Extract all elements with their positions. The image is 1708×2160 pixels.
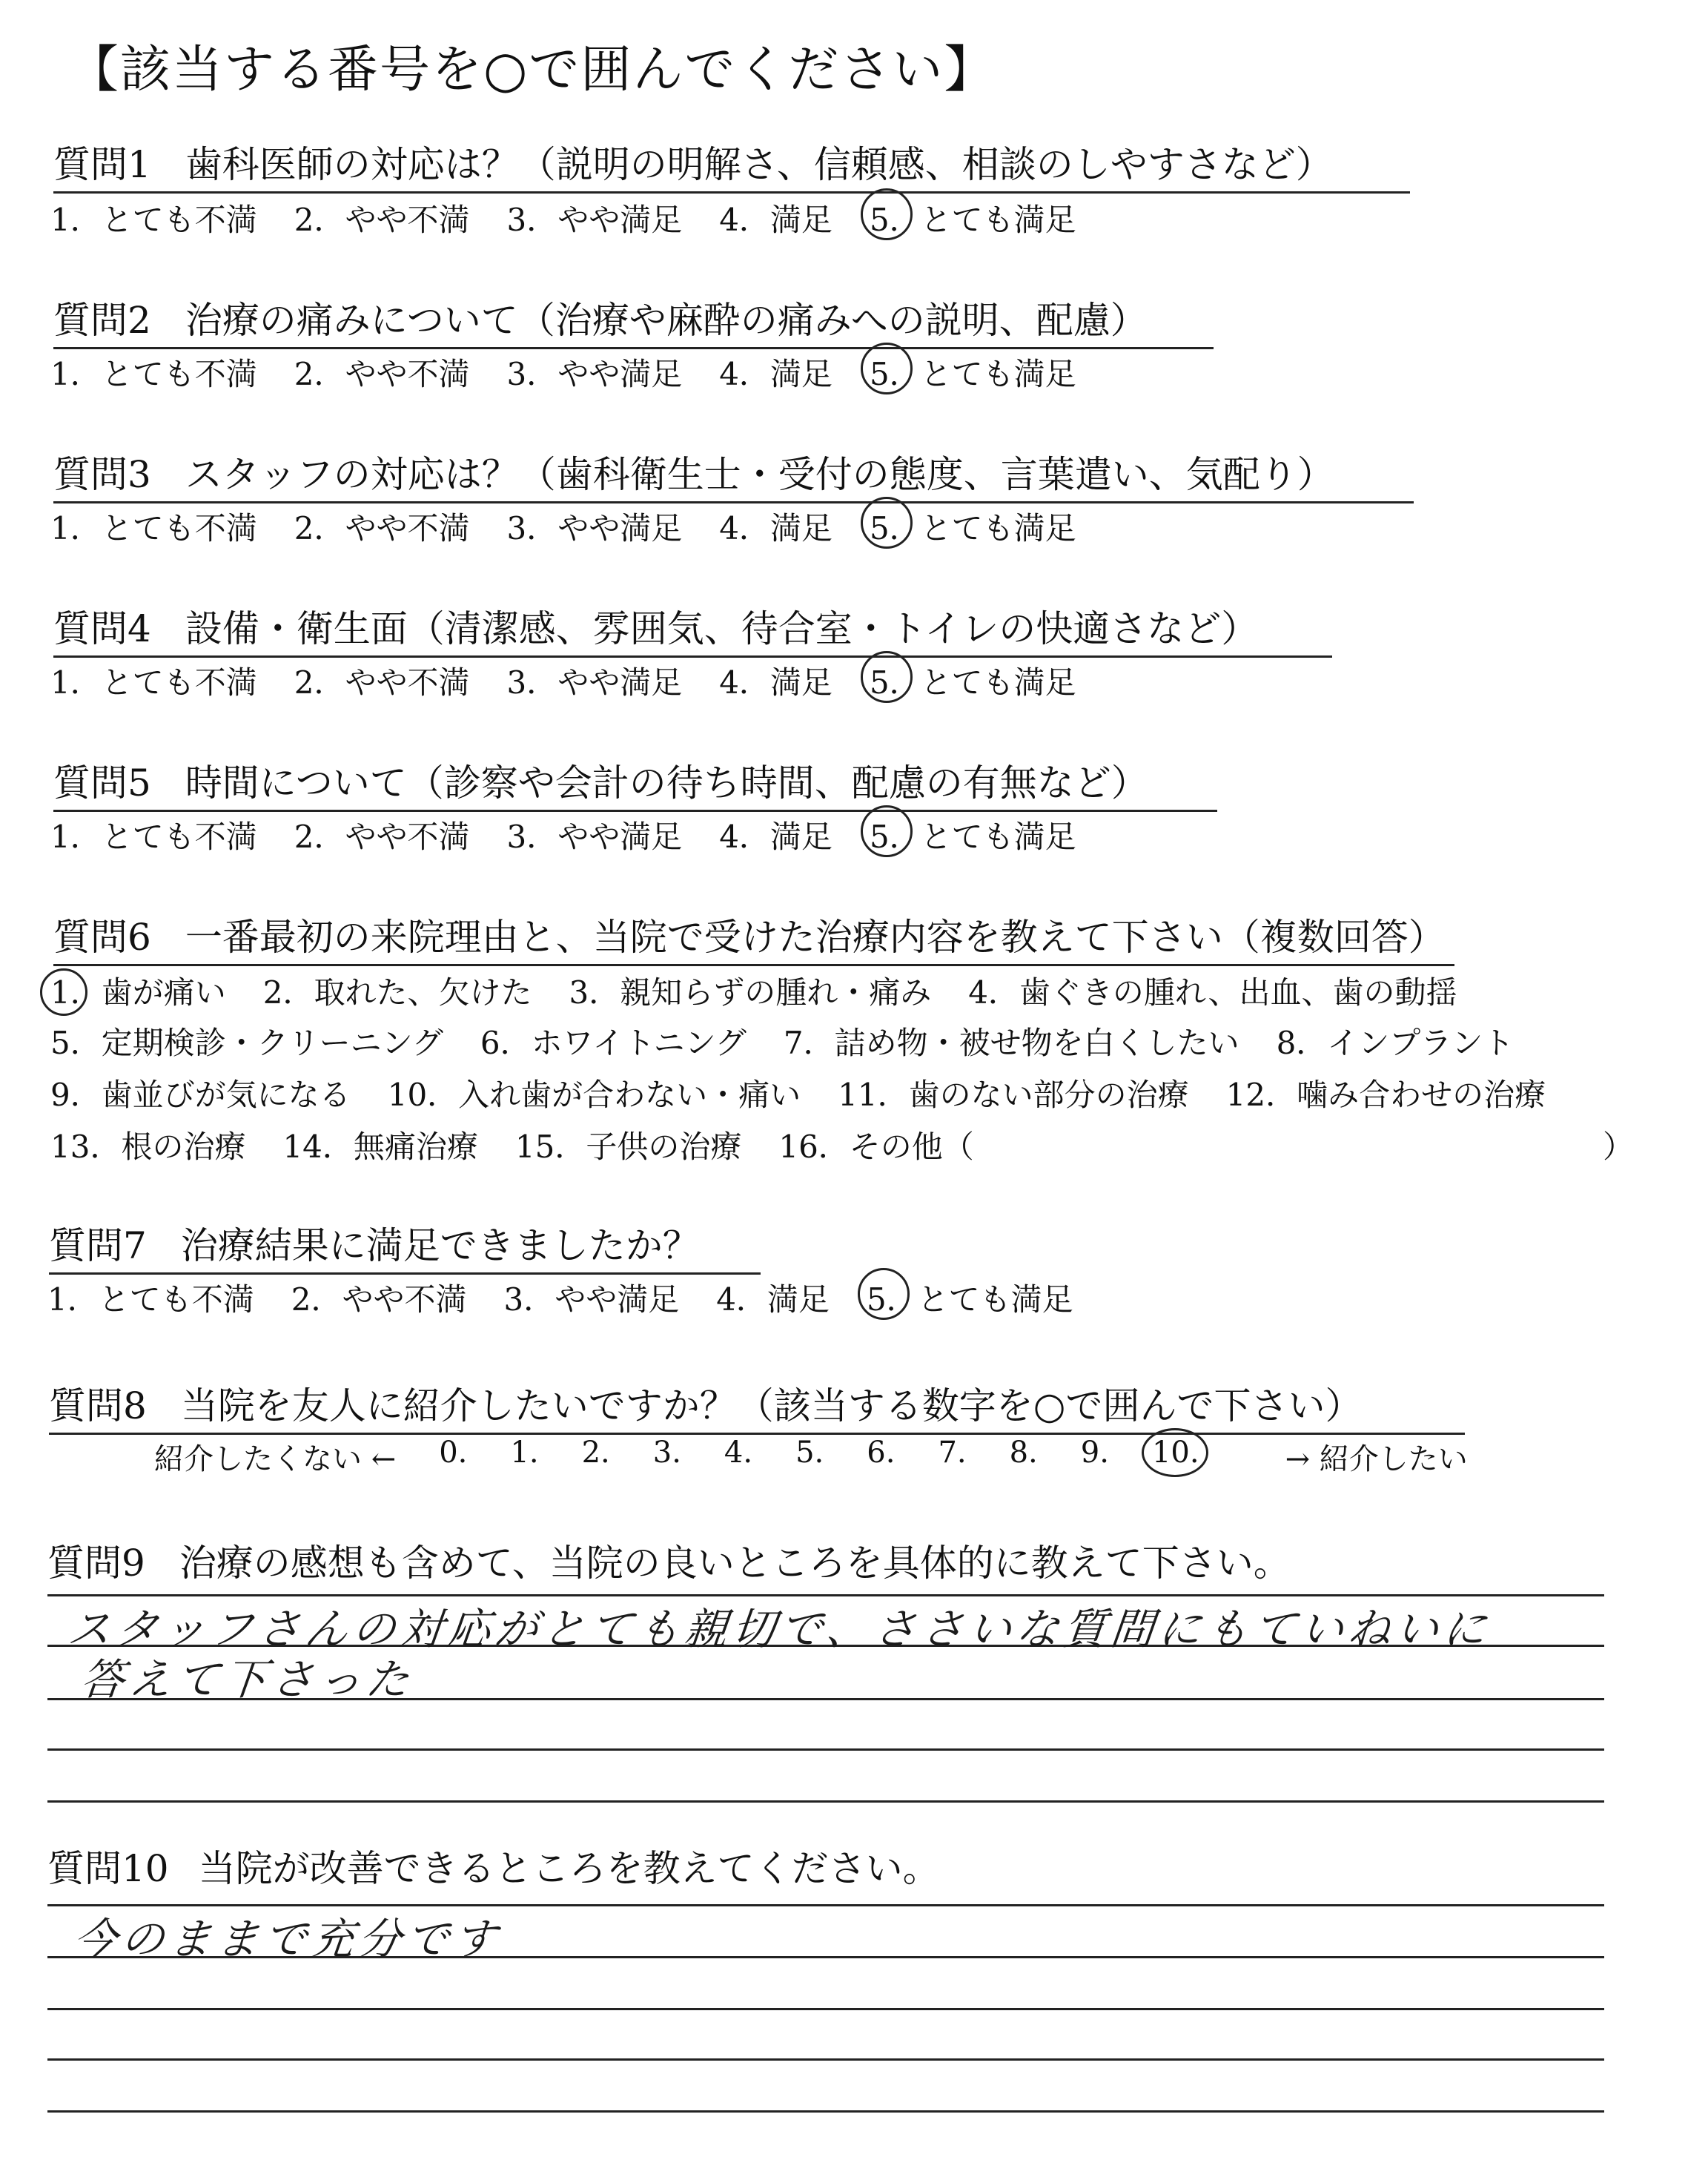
q6-other-close-paren: ） bbox=[1603, 1129, 1635, 1165]
q8-number: 質問8 bbox=[49, 1384, 147, 1427]
q4-text: 設備・衛生面（清潔感、雰囲気、待合室・トイレの快適さなど） bbox=[185, 607, 1259, 650]
q9-heading bbox=[47, 1533, 1291, 1587]
q10-text: 当院が改善できるところを教えてください。 bbox=[198, 1847, 940, 1890]
q10-answer-line-1[interactable]: 今のままで充分です bbox=[70, 1914, 504, 1964]
q8-option-2[interactable]: 2. bbox=[581, 1436, 610, 1470]
q2-option-3[interactable]: 3．やや満足 bbox=[506, 356, 683, 392]
q6-option-6[interactable]: 6．ホワイトニング bbox=[480, 1025, 747, 1061]
q4-option-3[interactable]: 3．やや満足 bbox=[506, 664, 683, 701]
q1-text: 歯科医師の対応は？（説明の明解さ、信頼感、相談のしやすさなど） bbox=[185, 143, 1333, 186]
q7-options bbox=[47, 1275, 1148, 1320]
q6-row-2 bbox=[50, 1019, 1514, 1063]
q8-option-10[interactable]: 10. bbox=[1152, 1436, 1242, 1478]
q5-option-1[interactable]: 1．とても不満 bbox=[50, 819, 257, 855]
q8-option-3[interactable]: 3. bbox=[652, 1436, 681, 1470]
page-title: 【該当する番号を○で囲んでください】 bbox=[68, 41, 996, 99]
q3-text: スタッフの対応は？（歯科衛生士・受付の態度、言葉遣い、気配り） bbox=[185, 453, 1334, 496]
q2-option-5[interactable]: 5．とても満足 bbox=[870, 350, 1113, 394]
q6-row-3 bbox=[50, 1071, 1546, 1115]
selection-circle bbox=[861, 188, 913, 240]
q6-number: 質問6 bbox=[53, 916, 151, 959]
q6-option-4[interactable]: 4．歯ぐきの腫れ、出血、歯の動揺 bbox=[968, 974, 1457, 1011]
q9-answer-line-2[interactable]: 答えて下さった bbox=[78, 1654, 417, 1705]
q3-number: 質問3 bbox=[53, 453, 151, 496]
q6-option-14[interactable]: 14．無痛治療 bbox=[282, 1129, 478, 1165]
q7-heading bbox=[49, 1216, 761, 1275]
q2-number: 質問2 bbox=[53, 299, 151, 342]
q6-option-2[interactable]: 2．取れた、欠けた bbox=[262, 974, 532, 1011]
q3-option-5[interactable]: 5．とても満足 bbox=[870, 504, 1113, 549]
q2-option-2[interactable]: 2．やや不満 bbox=[294, 356, 470, 392]
selection-circle bbox=[1142, 1428, 1208, 1477]
q4-heading bbox=[53, 599, 1332, 658]
q6-option-3[interactable]: 3．親知らずの腫れ・痛み bbox=[569, 974, 932, 1011]
q4-option-5[interactable]: 5．とても満足 bbox=[870, 658, 1113, 703]
q4-options bbox=[50, 658, 1151, 703]
q6-row-4 bbox=[50, 1123, 974, 1167]
q2-text: 治療の痛みについて（治療や麻酔の痛みへの説明、配慮） bbox=[185, 299, 1148, 342]
q6-option-13[interactable]: 13．根の治療 bbox=[50, 1129, 246, 1165]
q5-option-4[interactable]: 4．満足 bbox=[719, 819, 833, 855]
q2-option-4[interactable]: 4．満足 bbox=[719, 356, 833, 392]
q3-option-4[interactable]: 4．満足 bbox=[719, 510, 833, 546]
q7-option-1[interactable]: 1．とても不満 bbox=[47, 1281, 254, 1318]
q1-option-1[interactable]: 1．とても不満 bbox=[50, 202, 257, 238]
q1-heading bbox=[53, 135, 1410, 194]
q2-options bbox=[50, 350, 1151, 394]
q6-option-10[interactable]: 10．入れ歯が合わない・痛い bbox=[387, 1077, 801, 1113]
q6-option-15[interactable]: 15．子供の治療 bbox=[514, 1129, 742, 1165]
q3-option-3[interactable]: 3．やや満足 bbox=[506, 510, 683, 546]
q2-option-1[interactable]: 1．とても不満 bbox=[50, 356, 257, 392]
q1-option-2[interactable]: 2．やや不満 bbox=[294, 202, 470, 238]
answer-line bbox=[47, 1748, 1604, 1751]
q1-option-4[interactable]: 4．満足 bbox=[719, 202, 833, 238]
q10-heading bbox=[47, 1839, 940, 1892]
q6-option-5[interactable]: 5．定期検診・クリーニング bbox=[50, 1025, 443, 1061]
q4-number: 質問4 bbox=[53, 607, 151, 650]
q6-option-9[interactable]: 9．歯並びが気になる bbox=[50, 1077, 351, 1113]
q8-right-label: → 紹介したい bbox=[1285, 1442, 1468, 1476]
q7-option-4[interactable]: 4．満足 bbox=[716, 1281, 830, 1318]
q8-option-5[interactable]: 5. bbox=[795, 1436, 824, 1470]
q7-option-5[interactable]: 5．とても満足 bbox=[867, 1275, 1110, 1320]
q6-option-12[interactable]: 12．噛み合わせの治療 bbox=[1225, 1077, 1546, 1113]
selection-circle bbox=[861, 497, 913, 549]
q7-text: 治療結果に満足できましたか？ bbox=[180, 1224, 700, 1267]
q5-option-5[interactable]: 5．とても満足 bbox=[870, 813, 1113, 857]
answer-line bbox=[47, 1800, 1604, 1803]
q5-number: 質問5 bbox=[53, 762, 151, 805]
selection-circle bbox=[40, 968, 87, 1016]
q6-option-7[interactable]: 7．詰め物・被せ物を白くしたい bbox=[783, 1025, 1239, 1061]
selection-circle bbox=[861, 805, 913, 857]
q3-option-1[interactable]: 1．とても不満 bbox=[50, 510, 257, 546]
answer-line bbox=[47, 2110, 1604, 2113]
q8-option-9[interactable]: 9. bbox=[1080, 1436, 1109, 1470]
q6-row-1 bbox=[50, 968, 1457, 1013]
q5-heading bbox=[53, 753, 1217, 812]
q1-options bbox=[50, 196, 1151, 240]
q8-heading bbox=[49, 1376, 1465, 1435]
q6-heading bbox=[53, 908, 1454, 966]
q6-option-16[interactable]: 16．その他（ bbox=[778, 1129, 974, 1165]
q10-number: 質問10 bbox=[47, 1847, 169, 1890]
q8-scale bbox=[154, 1436, 1511, 1478]
q1-option-3[interactable]: 3．やや満足 bbox=[506, 202, 683, 238]
q8-left-label: 紹介したくない ← bbox=[154, 1442, 397, 1476]
answer-line bbox=[47, 2008, 1604, 2010]
q4-option-2[interactable]: 2．やや不満 bbox=[294, 664, 470, 701]
q5-option-2[interactable]: 2．やや不満 bbox=[294, 819, 470, 855]
q8-option-4[interactable]: 4. bbox=[724, 1436, 753, 1470]
q6-text: 一番最初の来院理由と、当院で受けた治療内容を教えて下さい（複数回答） bbox=[185, 916, 1446, 959]
q8-option-8[interactable]: 8. bbox=[1009, 1436, 1038, 1470]
answer-line bbox=[47, 2058, 1604, 2061]
q8-option-0[interactable]: 0. bbox=[439, 1436, 468, 1470]
q2-heading bbox=[53, 291, 1214, 349]
q4-option-4[interactable]: 4．満足 bbox=[719, 664, 833, 701]
q7-option-2[interactable]: 2．やや不満 bbox=[291, 1281, 467, 1318]
q8-option-6[interactable]: 6. bbox=[867, 1436, 896, 1470]
q5-text: 時間について（診察や会計の待ち時間、配慮の有無など） bbox=[185, 762, 1148, 805]
q6-option-11[interactable]: 11．歯のない部分の治療 bbox=[838, 1077, 1189, 1113]
q9-answer-line-1[interactable]: スタッフさんの対応がとても親切で、ささいな質問にもていねいに bbox=[64, 1604, 1493, 1654]
selection-circle bbox=[861, 651, 913, 703]
selection-circle bbox=[861, 343, 913, 394]
q8-option-7[interactable]: 7. bbox=[938, 1436, 967, 1470]
q3-options bbox=[50, 504, 1151, 549]
q9-text: 治療の感想も含めて、当院の良いところを具体的に教えて下さい。 bbox=[179, 1542, 1291, 1585]
q7-number: 質問7 bbox=[49, 1224, 147, 1267]
q6-option-8[interactable]: 8．インプラント bbox=[1276, 1025, 1515, 1061]
q4-option-1[interactable]: 1．とても不満 bbox=[50, 664, 257, 701]
q5-options bbox=[50, 813, 1151, 857]
q8-option-1[interactable]: 1. bbox=[510, 1436, 539, 1470]
q3-heading bbox=[53, 445, 1414, 503]
q7-option-3[interactable]: 3．やや満足 bbox=[503, 1281, 680, 1318]
selection-circle bbox=[858, 1268, 910, 1320]
q6-option-1[interactable]: 1．歯が痛い bbox=[50, 974, 226, 1011]
q1-number: 質問1 bbox=[53, 143, 151, 186]
q5-option-3[interactable]: 3．やや満足 bbox=[506, 819, 683, 855]
q3-option-2[interactable]: 2．やや不満 bbox=[294, 510, 470, 546]
q1-option-5[interactable]: 5．とても満足 bbox=[870, 196, 1113, 240]
q8-text: 当院を友人に紹介したいですか？（該当する数字を○で囲んで下さい） bbox=[180, 1384, 1363, 1427]
q9-number: 質問9 bbox=[47, 1542, 145, 1585]
